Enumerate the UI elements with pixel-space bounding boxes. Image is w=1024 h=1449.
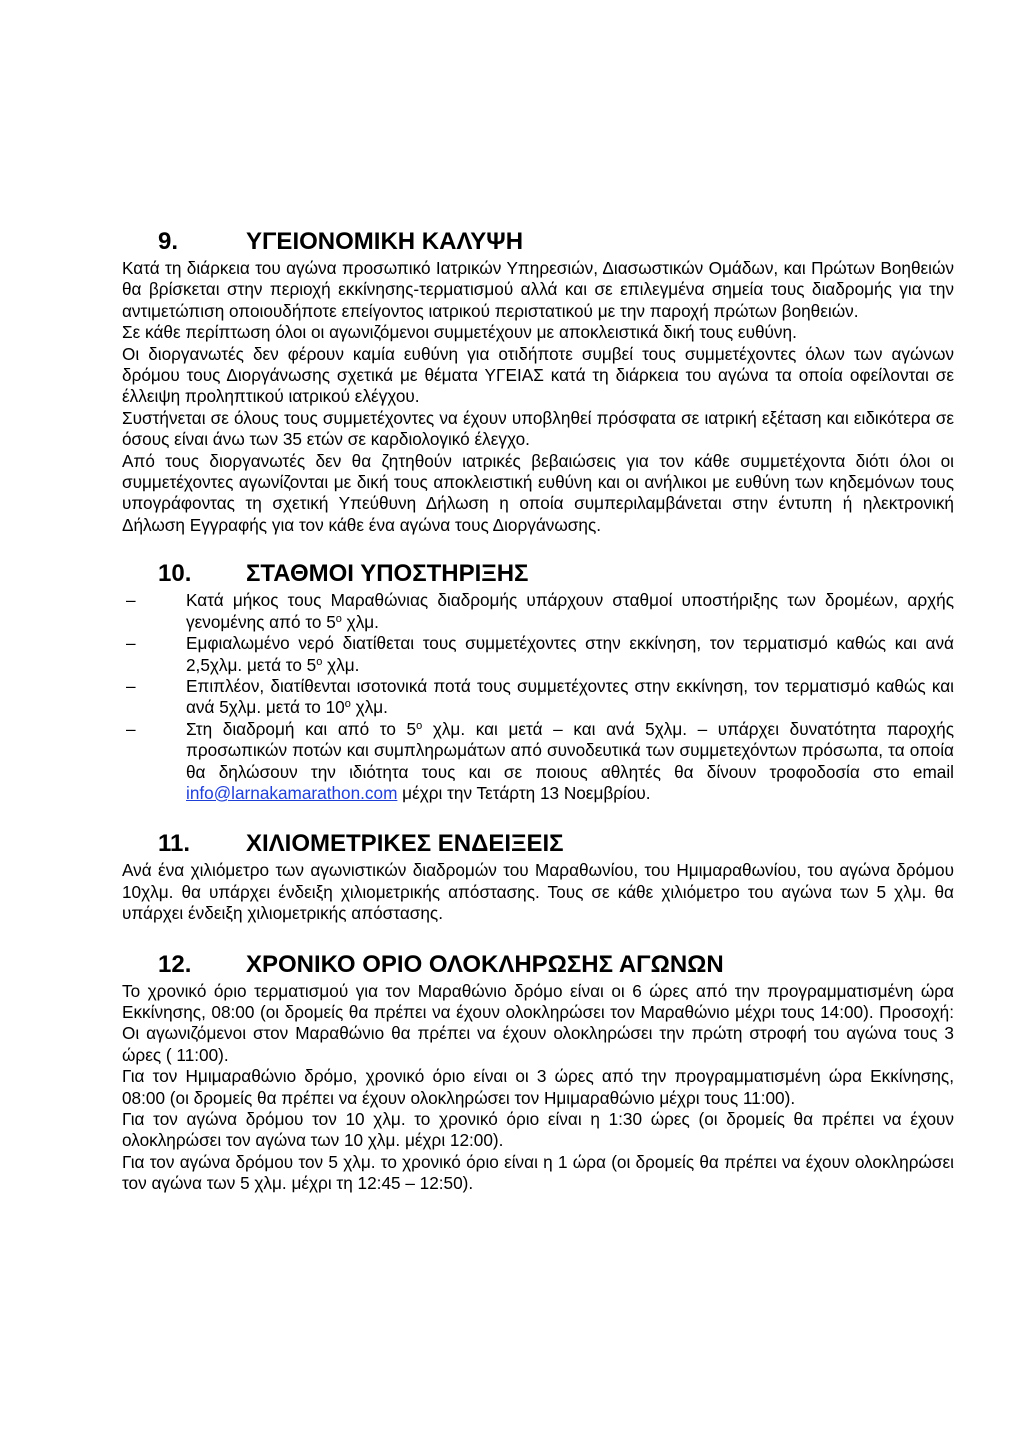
dash-bullet-icon: – (126, 675, 136, 696)
list-item (122, 719, 954, 805)
document-page (122, 226, 954, 1195)
list-item-text: Στη διαδρομή και από το 5 (186, 718, 417, 739)
paragraph: Το χρονικό όριο τερματισμού για τον Μαραθώνιο δρόμο είναι οι 6 ώρες από την προγραμματισμένη ώρα Εκκίνησης, 08:00 (οι δρομείς θα πρέπει να έχουν ολοκληρώσει τον Μαραθώνιο μέχρι τους 14:00). Προσοχή: Οι αγωνιζόμενοι στον Μαραθώνιο θα πρέπει να έχουν ολοκληρώσει την πρώτη στροφή του αγώνα τους 3 ώρες ( 11:00). (122, 980, 954, 1065)
list-item-text-tail: μέχρι την Τετάρτη 13 Νοεμβρίου. (397, 782, 651, 803)
spacer (122, 804, 954, 828)
section-title: ΣΤΑΘΜΟΙ ΥΠΟΣΤΗΡΙΞΗΣ (246, 560, 529, 588)
superscript: ο (344, 698, 351, 711)
section-12 (122, 949, 954, 1195)
section-10 (122, 558, 954, 804)
spacer (122, 925, 954, 949)
list-item-text: Κατά μήκος τους Μαραθώνιας διαδρομής υπάρχουν σταθμοί υποστήριξης των δρομέων, αρχής γενομένης από το 5 (186, 590, 954, 632)
section-title: ΧΙΛΙΟΜΕΤΡΙΚΕΣ ΕΝΔΕΙΞΕΙΣ (246, 830, 564, 858)
list-item-text-after: χλμ. (322, 654, 360, 675)
section-heading (122, 558, 954, 590)
dash-bullet-icon: – (126, 633, 136, 654)
email-link[interactable]: info@larnakamarathon.com (186, 782, 398, 803)
section-heading (122, 828, 954, 860)
paragraph: Σε κάθε περίπτωση όλοι οι αγωνιζόμενοι συμμετέχουν με αποκλειστικά δική τους ευθύνη. (122, 322, 797, 343)
dash-bullet-icon: – (126, 590, 136, 611)
section-9 (122, 226, 954, 536)
section-title: ΥΓΕΙΟΝΟΜΙΚΗ ΚΑΛΥΨΗ (246, 228, 524, 255)
list-item-text-after: χλμ. (341, 611, 379, 632)
list-item (122, 590, 954, 633)
section-heading (122, 949, 954, 981)
section-title: ΧΡΟΝΙΚΟ ΟΡΙΟ ΟΛΟΚΛΗΡΩΣΗΣ ΑΓΩΝΩΝ (246, 950, 724, 978)
superscript: ο (316, 655, 323, 668)
list-item-text-after: χλμ. (350, 697, 388, 718)
section-number: 12. (158, 950, 192, 978)
section-heading (122, 226, 954, 258)
paragraph: Οι διοργανωτές δεν φέρουν καμία ευθύνη για οτιδήποτε συμβεί τους συμμετέχοντες όλων των αγώνων δρόμου τους Διοργάνωσης σχετικά με θέματα ΥΓΕΙΑΣ κατά τη διάρκεια του αγώνα τα οποία οφείλονται σε έλλειψη προληπτικού ιατρικού ελέγχου. (122, 343, 954, 407)
paragraph: Για τον αγώνα δρόμου τον 10 χλμ. το χρονικό όριο είναι η 1:30 ώρες (οι δρομείς θα πρέπει να έχουν ολοκληρώσει τον αγώνα των 10 χλμ. μέχρι 12:00). (122, 1109, 954, 1151)
list-item (122, 633, 954, 676)
paragraph: Για τον Ημιμαραθώνιο δρόμο, χρονικό όριο είναι οι 3 ώρες από την προγραμματισμένη ώρα Εκκίνησης, 08:00 (οι δρομείς θα πρέπει να έχουν ολοκληρώσει τον Ημιμαραθώνιο μέχρι τους 11:00). (122, 1066, 954, 1108)
list-item (122, 676, 954, 719)
paragraph: Ανά ένα χιλιόμετρο των αγωνιστικών διαδρομών του Μαραθωνίου, του Ημιμαραθωνίου, του αγώνα δρόμου 10χλμ. θα υπάρχει ένδειξη χιλιομετρικής απόστασης. Τους σε κάθε χιλιόμετρο του αγώνα των 5 χλμ. θα υπάρχει ένδειξη χιλιομετρικής απόστασης. (122, 860, 954, 924)
section-number: 9. (158, 228, 179, 255)
list-item-text: Επιπλέον, διατίθενται ισοτονικά ποτά τους συμμετέχοντες στην εκκίνηση, τον τερματισμό καθώς και ανά 5χλμ. μετά το 10 (186, 675, 954, 718)
section-11 (122, 828, 954, 924)
superscript: ο (416, 719, 423, 732)
section-number: 10. (158, 560, 192, 588)
support-stations-list (122, 590, 954, 804)
spacer (122, 536, 954, 558)
section-number: 11. (158, 830, 191, 858)
superscript: ο (335, 612, 342, 625)
paragraph: Κατά τη διάρκεια του αγώνα προσωπικό Ιατρικών Υπηρεσιών, Διασωστικών Ομάδων, και Πρώτων Βοηθειών θα βρίσκεται στην περιοχή εκκίνησης-τερματισμού αλλά και σε επιλεγμένα σημεία τους διαδρομής για την αντιμετώπιση οποιουδήποτε επείγοντος ιατρικού περιστατικού με την παροχή πρώτων βοηθειών. (122, 258, 954, 321)
paragraph: Συστήνεται σε όλους τους συμμετέχοντες να έχουν υποβληθεί πρόσφατα σε ιατρική εξέταση και ειδικότερα σε όσους είναι άνω των 35 ετών σε καρδιολογικό έλεγχο. (122, 407, 954, 450)
list-item-text: Εμφιαλωμένο νερό διατίθεται τους συμμετέχοντες στην εκκίνηση, τον τερματισμό καθώς και ανά 2,5χλμ. μετά το 5 (186, 633, 954, 675)
list-item-text-after: χλμ. και μετά – και ανά 5χλμ. – υπάρχει δυνατότητα παροχής προσωπικών ποτών και συμπληρωμάτων από συνοδευτικά των συμμετεχόντων πρόσωπα, τα οποία θα δηλώσουν την ιδιότητα τους και σε ποιους αθλητές θα δίνουν τροφοδοσία στο email (186, 718, 954, 782)
paragraph: Για τον αγώνα δρόμου τον 5 χλμ. το χρονικό όριο είναι η 1 ώρα (οι δρομείς θα πρέπει να έχουν ολοκληρώσει τον αγώνα των 5 χλμ. μέχρι τη 12:45 – 12:50). (122, 1151, 954, 1194)
paragraph: Από τους διοργανωτές δεν θα ζητηθούν ιατρικές βεβαιώσεις για τον κάθε συμμετέχοντα διότι όλοι οι συμμετέχοντες αγωνίζονται με δική τους αποκλειστική ευθύνη και οι ανήλικοι με ευθύνη των κηδεμόνων τους υπογράφοντας τη σχετική Υπεύθυνη Δήλωση η οποία συμπεριλαμβάνεται στην έντυπη ή ηλεκτρονική Δήλωση Εγγραφής για τον κάθε ένα αγώνα τους Διοργάνωσης. (122, 450, 954, 535)
dash-bullet-icon: – (126, 718, 136, 739)
